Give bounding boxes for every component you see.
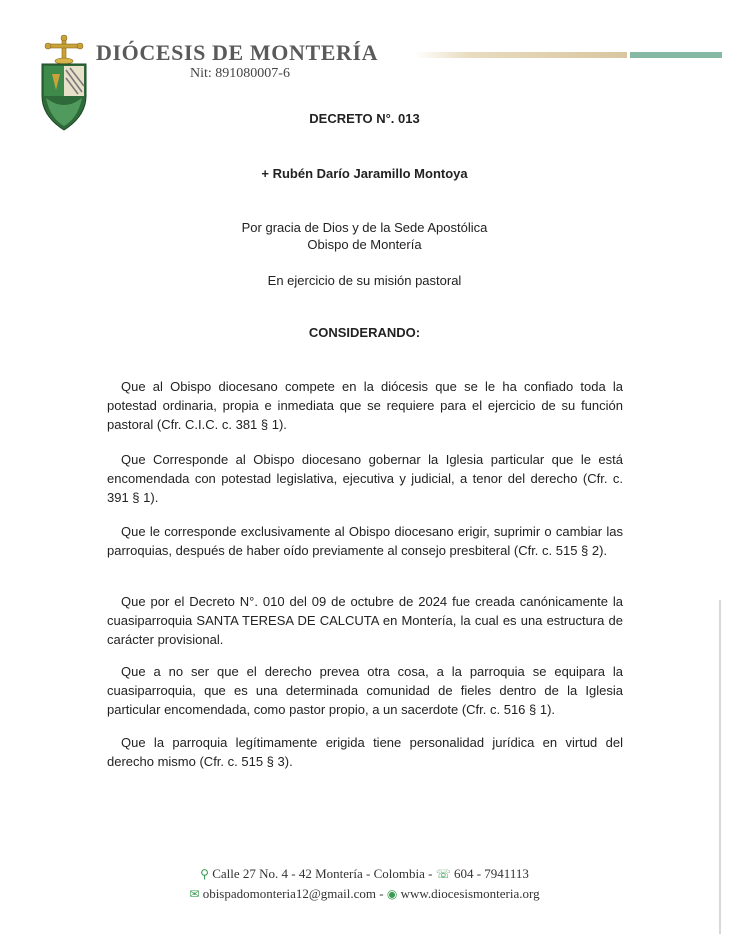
paragraph-1: Que al Obispo diocesano compete en la diócesis que se le ha confiado toda la potestad ordinaria, propia e inmediata que se requiere para el ejercicio de su función pastoral (Cfr. C.I.C. c. 381 § 1). — [107, 379, 623, 432]
footer-address-line — [0, 866, 729, 882]
footer-contact-line — [0, 886, 729, 902]
page-edge-shadow — [719, 600, 721, 934]
phone-icon: ☏ — [435, 867, 451, 881]
grace-line-2: Obispo de Montería — [307, 237, 422, 252]
nit-number: Nit: 891080007-6 — [190, 66, 290, 81]
footer-address: Calle 27 No. 4 - 42 Montería - Colombia - — [212, 866, 433, 881]
pastoral-mission: En ejercicio de su misión pastoral — [267, 273, 462, 288]
header-rule-green — [630, 52, 722, 58]
header-rule-gold — [415, 52, 627, 58]
email-icon: ✉ — [189, 887, 200, 901]
footer-phone: 604 - 7941113 — [453, 866, 529, 881]
paragraph-5: Que a no ser que el derecho prevea otra cosa, a la parroquia se equipara la cuasiparroquia, que es una determinada comunidad de fieles dentro de la Iglesia particular encomendada, como pastor propio, a un sacerdote (Cfr. c. 516 § 1). — [107, 664, 623, 717]
paragraph-6: Que la parroquia legítimamente erigida tiene personalidad jurídica en virtud del derecho mismo (Cfr. c. 515 § 3). — [107, 735, 623, 769]
grace-line-1: Por gracia de Dios y de la Sede Apostólica — [241, 220, 488, 235]
decree-number: DECRETO N°. 013 — [309, 111, 420, 126]
footer-website[interactable]: www.diocesismonteria.org — [400, 886, 540, 901]
considering-heading: CONSIDERANDO: — [308, 325, 421, 340]
paragraph-3: Que le corresponde exclusivamente al Obispo diocesano erigir, suprimir o cambiar las parroquias, después de haber oído previamente al consejo presbiteral (Cfr. c. 515 § 2). — [107, 524, 623, 558]
location-pin-icon: ⚲ — [200, 867, 209, 881]
diocese-name: DIÓCESIS DE MONTERÍA — [96, 40, 379, 65]
bishop-name: + Rubén Darío Jaramillo Montoya — [261, 166, 468, 181]
paragraph-2: Que Corresponde al Obispo diocesano gobernar la Iglesia particular que le está encomendada con potestad legislativa, ejecutiva y judicial, a tenor del derecho (Cfr. c. 391 § 1). — [107, 452, 623, 505]
footer-email[interactable]: obispadomonteria12@gmail.com - — [202, 886, 384, 901]
paragraph-4: Que por el Decreto N°. 010 del 09 de octubre de 2024 fue creada canónicamente la cuasiparroquia SANTA TERESA DE CALCUTA en Montería, la cual es una estructura de carácter provisional. — [107, 594, 623, 647]
globe-icon: ◉ — [386, 887, 398, 901]
